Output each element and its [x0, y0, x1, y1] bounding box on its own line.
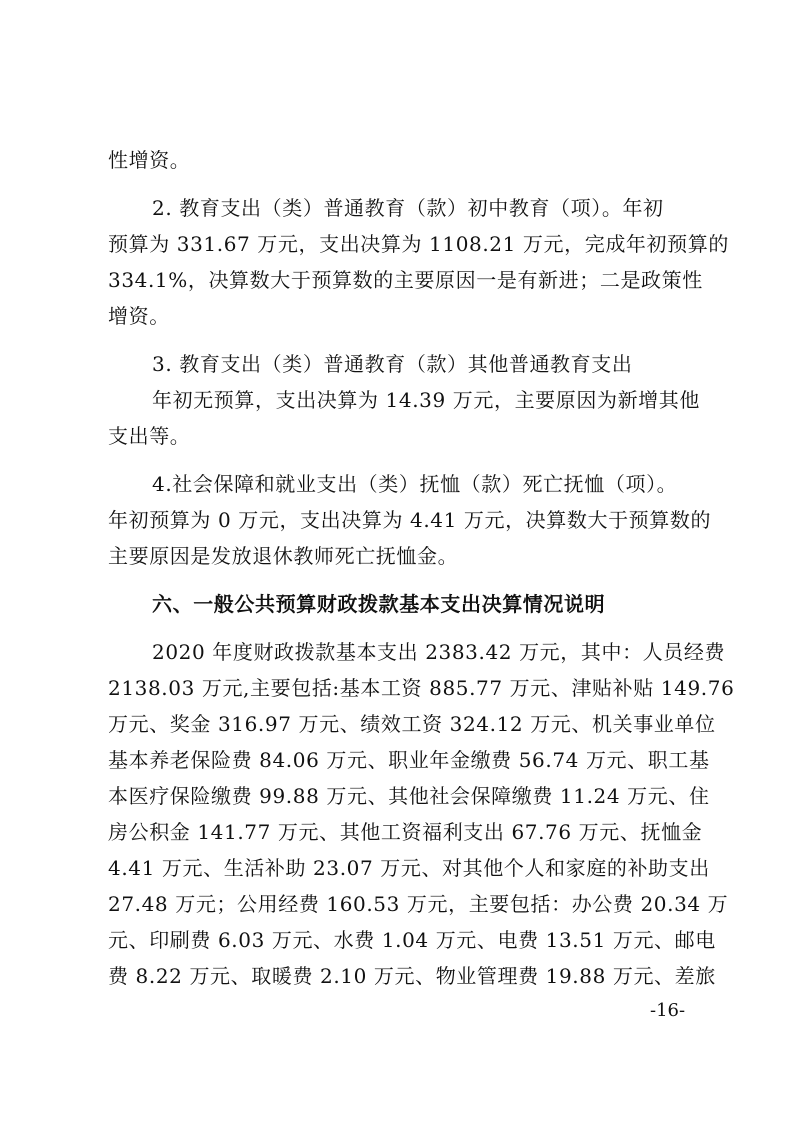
document-body	[108, 142, 735, 994]
text-line: 4.41 万元、生活补助 23.07 万元、对其他个人和家庭的补助支出	[108, 856, 710, 880]
text-line: 2. 教育支出（类）普通教育（款）初中教育（项）。年初	[152, 196, 664, 220]
page-number: -16-	[650, 1000, 686, 1021]
text-line: 334.1%，决算数大于预算数的主要原因一是有新进；二是政策性	[108, 268, 703, 292]
text-line: 增资。	[108, 304, 170, 328]
text-line: 元、印刷费 6.03 万元、水费 1.04 万元、电费 13.51 万元、邮电	[108, 928, 716, 952]
text-line: 27.48 万元；公用经费 160.53 万元，主要包括：办公费 20.34 万	[108, 892, 729, 916]
text-line: 预算为 331.67 万元，支出决算为 1108.21 万元，完成年初预算的	[108, 232, 729, 256]
text-line: 支出等。	[108, 424, 191, 448]
text-line: 万元、奖金 316.97 万元、绩效工资 324.12 万元、机关事业单位	[108, 712, 716, 736]
text-line: 基本养老保险费 84.06 万元、职业年金缴费 56.74 万元、职工基	[108, 748, 710, 772]
text-line: 年初无预算，支出决算为 14.39 万元，主要原因为新增其他	[152, 388, 700, 412]
text-line: 房公积金 141.77 万元、其他工资福利支出 67.76 万元、抚恤金	[108, 820, 703, 844]
section-heading: 六、一般公共预算财政拨款基本支出决算情况说明	[152, 592, 606, 616]
text-line: 费 8.22 万元、取暖费 2.10 万元、物业管理费 19.88 万元、差旅	[108, 964, 716, 988]
text-line: 2020 年度财政拨款基本支出 2383.42 万元，其中：人员经费	[152, 640, 726, 664]
text-line: 年初预算为 0 万元，支出决算为 4.41 万元，决算数大于预算数的	[108, 508, 712, 532]
text-line: 4.社会保障和就业支出（类）抚恤（款）死亡抚恤（项）。	[152, 472, 678, 496]
text-line: 性增资。	[108, 148, 191, 172]
text-line: 主要原因是发放退休教师死亡抚恤金。	[108, 544, 459, 568]
text-line: 本医疗保险缴费 99.88 万元、其他社会保障缴费 11.24 万元、住	[108, 784, 710, 808]
text-line: 3. 教育支出（类）普通教育（款）其他普通教育支出	[152, 352, 633, 376]
text-line: 2138.03 万元,主要包括:基本工资 885.77 万元、津贴补贴 149.76	[108, 676, 735, 700]
